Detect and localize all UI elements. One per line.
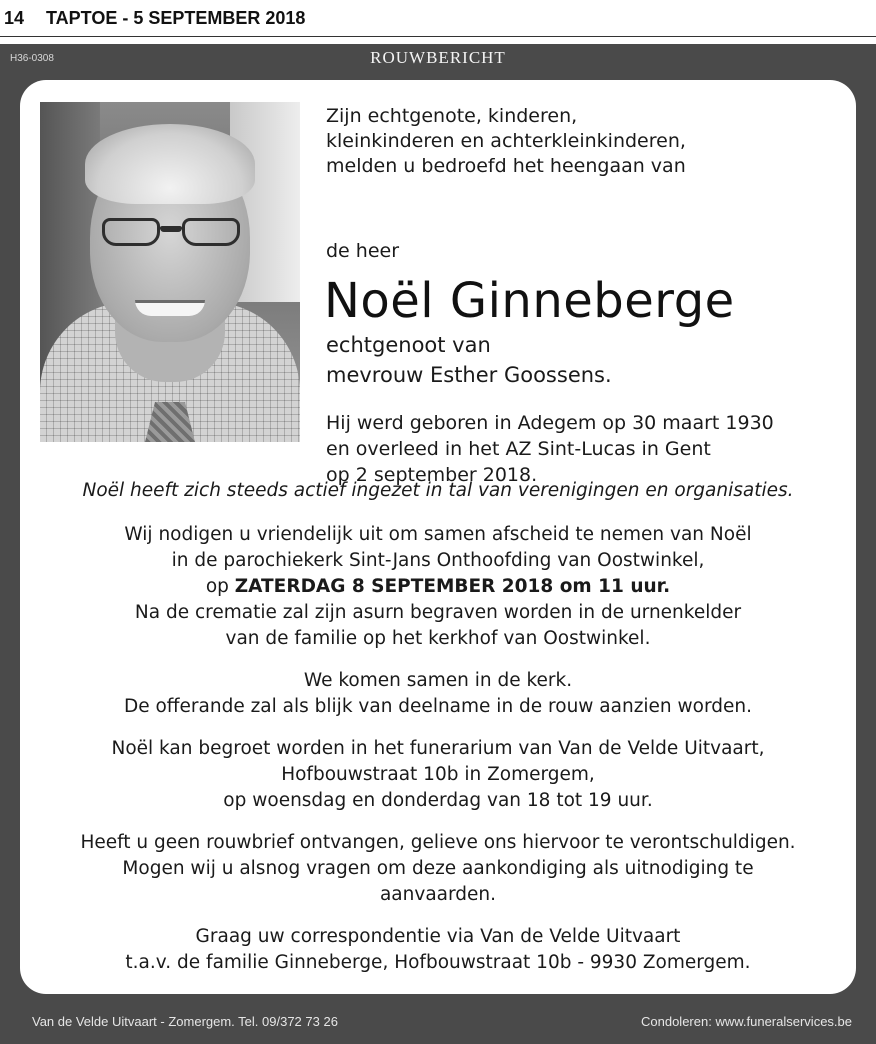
- spouse-text: echtgenoot van mevrouw Esther Goossens.: [326, 333, 612, 387]
- funeral-home-contact: Van de Velde Uitvaart - Zomergem. Tel. 09/372 73 26: [32, 1014, 338, 1029]
- page-number: 14: [4, 8, 25, 28]
- ceremony-date: ZATERDAG 8 SEPTEMBER 2018 om 11 uur.: [234, 576, 671, 597]
- birth-death-text: Hij werd geboren in Adegem op 30 maart 1930 en overleed in het AZ Sint-Lucas in Gent op 2 september 2018.: [326, 412, 774, 486]
- intro-text: Zijn echtgenote, kinderen, kleinkinderen en achterkleinkinderen, melden u bedroefd het heengaan van: [326, 105, 686, 177]
- salutation: de heer: [326, 240, 400, 262]
- tribute-text: Noël heeft zich steeds actief ingezet in tal van verenigingen en organisaties.: [82, 480, 794, 501]
- page-header: [0, 0, 876, 36]
- header-rule: [0, 36, 876, 37]
- portrait-photo: [40, 102, 300, 442]
- visitation-text: Noël kan begroet worden in het funerarium van Van de Velde Uitvaart, Hofbouwstraat 10b in Zomergem, op woensdag en donderdag van 18 tot 19 uur.: [111, 738, 765, 811]
- correspondence-text: Graag uw correspondentie via Van de Velde Uitvaart t.a.v. de familie Ginneberge, Hofbouwstraat 10b - 9930 Zomergem.: [125, 926, 751, 973]
- apology-text: Heeft u geen rouwbrief ontvangen, gelieve ons hiervoor te verontschuldigen. Mogen wij u alsnog vragen om deze aankondiging als uitnodiging te aanvaarden.: [80, 832, 796, 905]
- obituary-card: [20, 80, 856, 994]
- ad-title: ROUWBERICHT: [370, 48, 506, 67]
- obituary-ad: [0, 44, 876, 1044]
- condolence-website: Condoleren: www.funeralservices.be: [641, 1014, 852, 1029]
- deceased-name: Noël Ginneberge: [324, 273, 735, 329]
- ad-title-bar: [0, 44, 876, 74]
- church-text: We komen samen in de kerk. De offerande zal als blijk van deelname in de rouw aanzien worden.: [123, 670, 753, 717]
- ceremony-text: Wij nodigen u vriendelijk uit om samen afscheid te nemen van Noël in de parochiekerk Sint-Jans Onthoofding van Oostwinkel, op ZATERDAG 8 SEPTEMBER 2018 om 11 uur. Na de crematie zal zijn asurn begraven worden in de urnenkelder van de familie op het kerkhof van Oostwinkel.: [124, 524, 752, 649]
- page-title: TAPTOE - 5 SEPTEMBER 2018: [46, 8, 306, 28]
- ad-code: H36-0308: [10, 53, 54, 64]
